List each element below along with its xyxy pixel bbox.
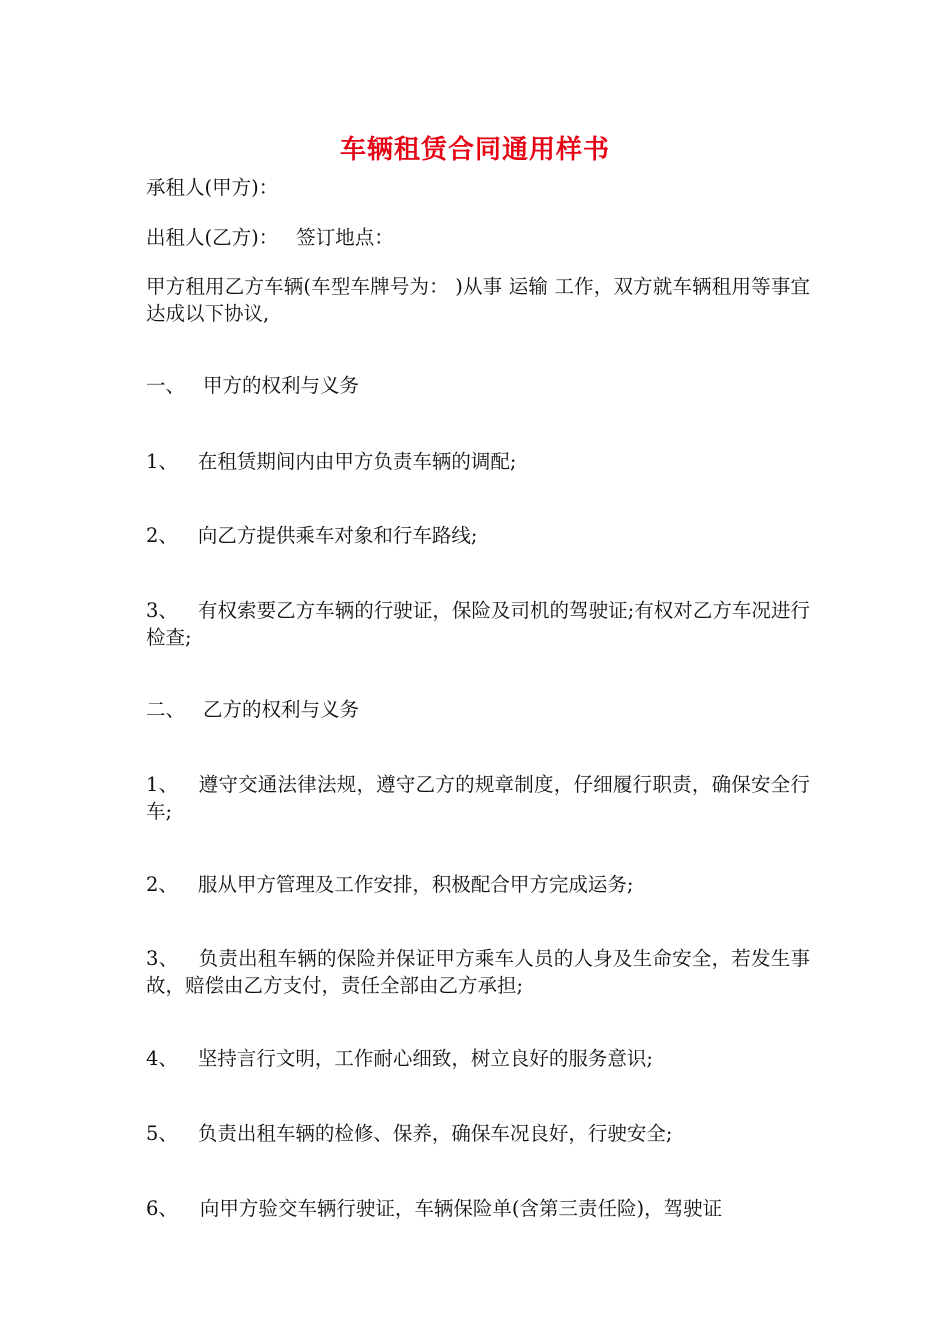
clause-item bbox=[146, 522, 810, 549]
clause-number: 1、 bbox=[146, 773, 179, 796]
clause-number: 5、 bbox=[146, 1122, 178, 1145]
clause-item bbox=[146, 1045, 810, 1072]
clause-item bbox=[146, 1120, 810, 1147]
clause-text: 服从甲方管理及工作安排，积极配合甲方完成运务; bbox=[197, 873, 634, 896]
section-heading-text: 甲方的权利与义务 bbox=[203, 374, 360, 397]
section-number: 二、 bbox=[146, 698, 186, 721]
intro-paragraph: 甲方租用乙方车辆(车型车牌号为： )从事 运输 工作，双方就车辆租用等事宜达成以下协议, bbox=[146, 275, 810, 325]
clause-item bbox=[146, 771, 810, 825]
lessee-line: 承租人(甲方)： bbox=[146, 176, 279, 199]
clause-item bbox=[146, 597, 810, 651]
clause-text: 有权索要乙方车辆的行驶证，保险及司机的驾驶证;有权对乙方车况进行检查; bbox=[146, 599, 810, 649]
lessor-line bbox=[146, 224, 810, 251]
section-heading-1 bbox=[146, 372, 810, 399]
clause-item bbox=[146, 1195, 810, 1222]
clause-item bbox=[146, 871, 810, 898]
clause-text: 坚持言行文明，工作耐心细致，树立良好的服务意识; bbox=[197, 1047, 653, 1070]
section-number: 一、 bbox=[146, 374, 186, 397]
section-heading-text: 乙方的权利与义务 bbox=[203, 698, 360, 721]
clause-text: 在租赁期间内由甲方负责车辆的调配; bbox=[197, 450, 517, 473]
clause-text: 负责出租车辆的检修、保养，确保车况良好，行驶安全; bbox=[197, 1122, 673, 1145]
clause-number: 1、 bbox=[146, 450, 178, 473]
signing-place-label: 签订地点： bbox=[296, 226, 394, 249]
clause-number: 3、 bbox=[146, 599, 178, 622]
clause-item bbox=[146, 945, 810, 999]
clause-number: 3、 bbox=[146, 947, 179, 970]
clause-number: 6、 bbox=[146, 1197, 178, 1220]
clause-text: 负责出租车辆的保险并保证甲方乘车人员的人身及生命安全，若发生事故，赔偿由乙方支付，责任全部由乙方承担; bbox=[146, 947, 810, 997]
section-heading-2 bbox=[146, 696, 810, 723]
clause-number: 2、 bbox=[146, 873, 178, 896]
lessor-label: 出租人(乙方)： bbox=[146, 226, 279, 249]
clause-text: 遵守交通法律法规，遵守乙方的规章制度，仔细履行职责，确保安全行车; bbox=[146, 773, 810, 823]
clause-item bbox=[146, 448, 810, 475]
clause-text: 向乙方提供乘车对象和行车路线; bbox=[197, 524, 478, 547]
clause-text: 向甲方验交车辆行驶证，车辆保险单(含第三责任险)，驾驶证 bbox=[199, 1197, 723, 1220]
clause-number: 4、 bbox=[146, 1047, 178, 1070]
document-title: 车辆租赁合同通用样书 bbox=[339, 135, 610, 165]
clause-number: 2、 bbox=[146, 524, 178, 547]
